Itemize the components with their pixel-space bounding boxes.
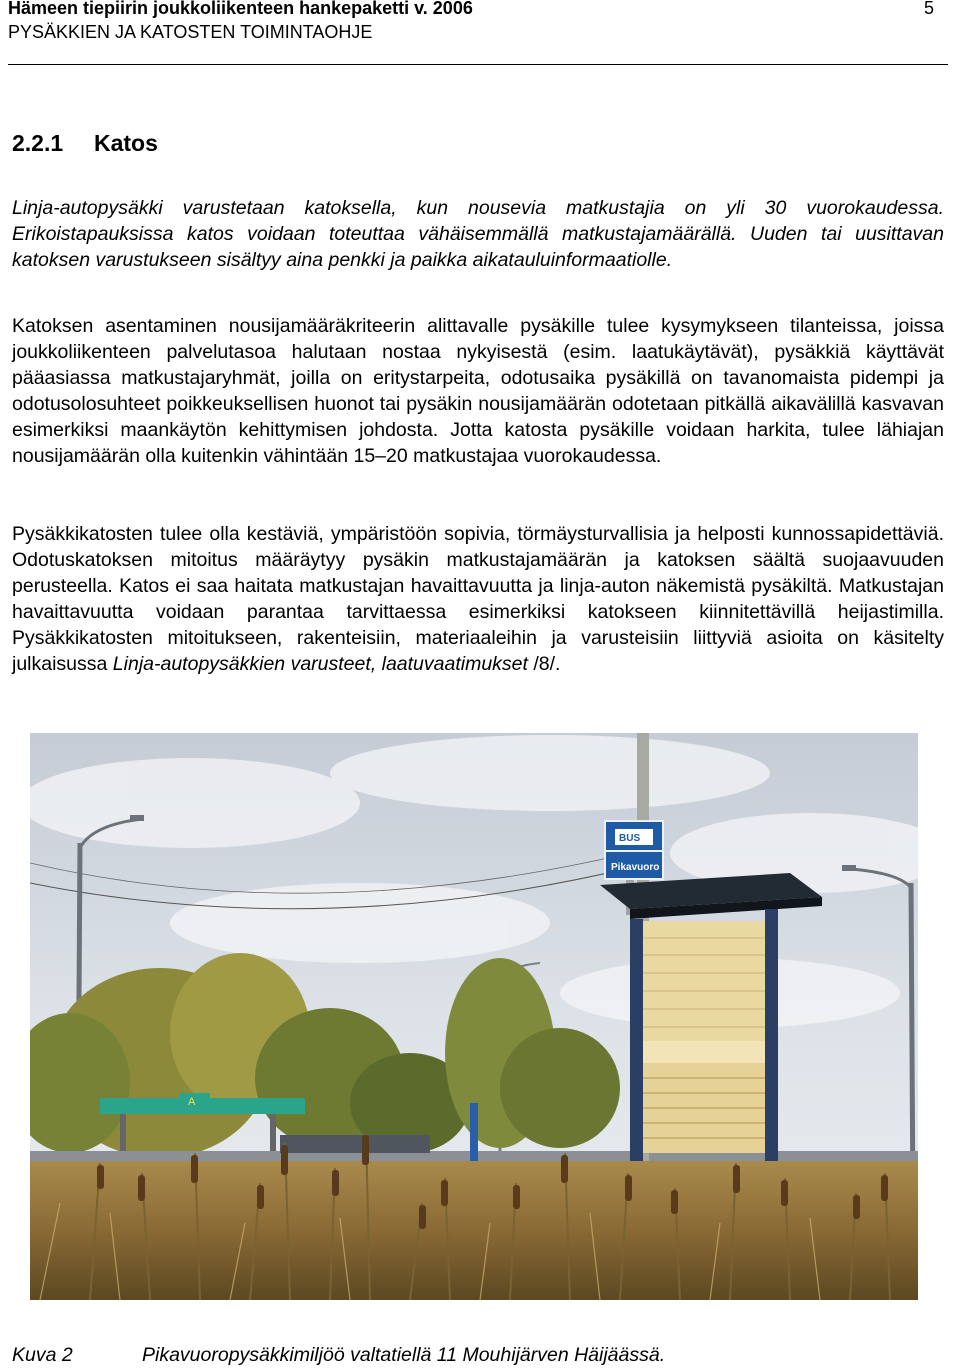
section-heading [12,128,158,158]
guardrail [280,1135,430,1153]
paragraph-criteria: Katoksen asentaminen nousijamääräkriteerin alittavalle pysäkille tulee kysymykseen tilanteissa, joissa joukkoliikenteen palvelutasoa halutaan nostaa nykyisestä (esim. laatukäytävät), pysäkkiä käyttävät pääasiassa matkustajaryhmät, joilla on eritystarpeita, odotusaika pysäkillä on tavanomaista pidempi ja odotusolosuhteet poikkeuksellisen huonot tai pysäkin nousijamäärän odotetaan pitkällä aikavälillä kasvavan esimerkiksi maankäytön kehittymisen johdosta. Jotta katosta pysäkille voidaan harkita, tulee lähiajan nousijamäärän olla kuitenkin vähintään 15–20 matkustajaa vuorokaudessa. [12,315,944,467]
section-title: Katos [94,130,158,156]
figure-caption-label: Kuva 2 [12,1344,73,1366]
road-sign-post [470,1103,478,1163]
running-header [8,0,473,44]
bus-sign-text: BUS [619,833,641,844]
reference-number: /8/. [527,653,561,675]
kiosk-sign-text: A [188,1096,196,1108]
paragraph-requirements-text: Pysäkkikatosten tulee olla kestäviä, ympäristöön sopivia, törmäysturvallisia ja helposti kunnossapidettäviä. Odotuskatoksen mitoitus määräytyy pysäkin matkustajamäärän ja katoksen säältä suojaavuuden perusteella. Katos ei saa haitata matkustajan havaittavuutta ja linja-auton näkemistä pysäkiltä. Matkustajan havaittavuutta voidaan parantaa tarvittaessa esimerkiksi katokseen kiinnitettävillä heijastimilla. Pysäkkikatosten mitoitukseen, rakenteisiin, materiaaleihin ja varusteisiin liittyviä asioita on käsitelty julkaisussa [12,523,944,675]
header-rule [8,64,948,65]
figure-caption-text: Pikavuoropysäkkimiljöö valtatiellä 11 Mouhijärven Häijäässä. [142,1344,666,1366]
header-subtitle: PYSÄKKIEN JA KATOSTEN TOIMINTAOHJE [8,22,373,42]
bus-stop-photo [30,733,918,1300]
paragraph-intro: Linja-autopysäkki varustetaan katoksella, kun nousevia matkustajia on yli 30 vuorokaudessa. Erikoistapauksissa katos voidaan toteuttaa vähäisemmällä matkustajamäärällä. Uuden tai uusittavan katoksen varustukseen sisältyy aina penkki ja paikka aikatauluinformaatiolle. [12,197,944,271]
header-title: Hämeen tiepiirin joukkoliikenteen hankepaketti v. 2006 [8,0,473,18]
paragraph-requirements [12,521,944,677]
page-number: 5 [923,0,934,18]
express-sign-text: Pikavuoro [611,862,660,873]
section-number: 2.2.1 [12,130,64,156]
publication-reference: Linja-autopysäkkien varusteet, laatuvaatimukset [112,653,528,675]
